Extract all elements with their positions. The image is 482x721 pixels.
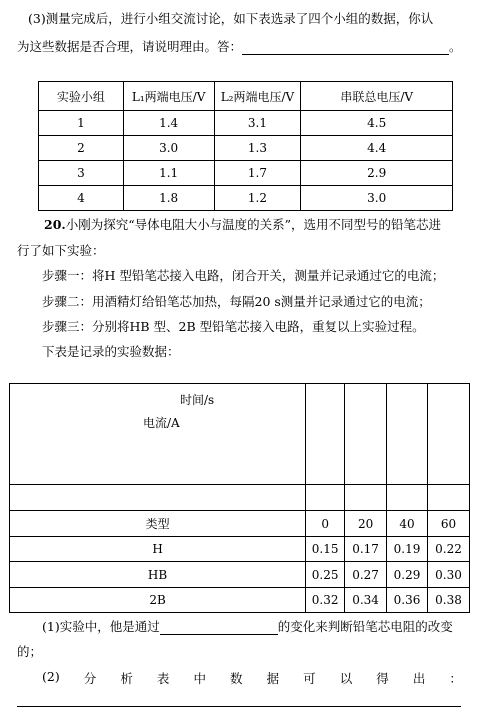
table-cell: 0.15 [306, 537, 345, 562]
table-cell: 2.9 [301, 161, 453, 186]
time-cell: 20 [345, 511, 387, 537]
q19-answer-blank[interactable] [242, 40, 449, 55]
table-cell [345, 485, 387, 511]
q20-part1-text-b: 的变化来判断铅笔芯电阻的改变 [277, 619, 453, 634]
q20-part2-answer-line[interactable] [17, 706, 461, 707]
table-cell: 0.17 [345, 537, 387, 562]
q19-line2-end: 。 [449, 39, 462, 54]
table-cell: 1.4 [123, 111, 214, 136]
table-cell: 0.34 [345, 588, 387, 613]
time-cell: 40 [387, 511, 428, 537]
current-table-header [10, 384, 470, 485]
time-cell: 60 [428, 511, 470, 537]
table-cell: 3.0 [301, 186, 453, 211]
q20-step1: 步骤一：将H 型铅笔芯接入电路，闭合开关，测量并记录通过它的电流； [42, 268, 445, 283]
table-row [39, 136, 453, 161]
table-cell [387, 485, 428, 511]
q20-part2-char: 得 [376, 671, 389, 686]
q20-part1-blank[interactable] [160, 620, 278, 635]
table-cell: 3.1 [214, 111, 301, 136]
time-cell: 0 [306, 511, 345, 537]
table-cell: 1.7 [214, 161, 301, 186]
table-cell: 1.1 [123, 161, 214, 186]
table-cell [345, 384, 387, 485]
table-cell: 1.3 [214, 136, 301, 161]
table-row [10, 588, 470, 613]
table-row [39, 161, 453, 186]
q20-table-intro: 下表是记录的实验数据： [42, 344, 180, 359]
q20-part1 [42, 617, 453, 635]
q19-line2-text: 为这些数据是否合理，请说明理由。答： [17, 39, 243, 54]
table-cell: 3 [39, 161, 124, 186]
table-cell: 0.36 [387, 588, 428, 613]
q20-part2 [42, 669, 462, 687]
header-cell: L₁两端电压/V [123, 82, 214, 111]
q20-intro-text: 小刚为探究“导体电阻大小与温度的关系”，选用不同型号的铅笔芯进 [65, 217, 442, 232]
type-cell: 2B [10, 588, 306, 613]
table-cell [306, 384, 345, 485]
table-cell: 1.8 [123, 186, 214, 211]
type-label-cell: 类型 [10, 511, 306, 537]
table-cell: 0.25 [306, 562, 345, 588]
q20-step2: 步骤二：用酒精灯给铅笔芯加热，每隔20 s测量并记录通过它的电流； [42, 294, 431, 309]
table-cell: 0.32 [306, 588, 345, 613]
q20-intro [44, 215, 441, 233]
table-cell: 0.38 [428, 588, 470, 613]
table-cell: 0.30 [428, 562, 470, 588]
type-cell: HB [10, 562, 306, 588]
voltage-table [38, 81, 453, 211]
q20-number: 20. [44, 217, 66, 232]
header-cell: 串联总电压/V [301, 82, 453, 111]
table-cell: 4.5 [301, 111, 453, 136]
q20-part2-char: ： [449, 671, 462, 686]
q20-part2-char: 可 [303, 671, 316, 686]
q20-step3: 步骤三：分别将HB 型、2B 型铅笔芯接入电路，重复以上实验过程。 [42, 319, 425, 334]
table-row [10, 537, 470, 562]
q19-line1: (3)测量完成后，进行小组交流讨论，如下表选录了四个小组的数据，你认 [28, 11, 434, 26]
q20-part2-char: (2) [42, 669, 60, 684]
q20-part2-char: 数 [230, 671, 243, 686]
current-table [9, 383, 470, 613]
table-cell: 0.27 [345, 562, 387, 588]
q20-intro2: 行了如下实验： [17, 243, 105, 258]
q19-line2 [17, 37, 462, 55]
q20-part2-char: 分 [83, 671, 97, 686]
table-cell: 1 [39, 111, 124, 136]
type-cell: H [10, 537, 306, 562]
table-cell [306, 485, 345, 511]
q20-part2-char: 析 [120, 671, 133, 686]
table-row [39, 111, 453, 136]
q20-part2-char: 中 [193, 671, 206, 686]
current-header-label: 电流/A [143, 416, 180, 430]
table-cell: 1.2 [214, 186, 301, 211]
table-cell: 0.22 [428, 537, 470, 562]
table-cell: 0.19 [387, 537, 428, 562]
table-row [10, 485, 470, 511]
diagonal-header-cell [10, 384, 306, 485]
table-cell [387, 384, 428, 485]
header-cell: L₂两端电压/V [214, 82, 301, 111]
time-header-label: 时间/s [180, 393, 215, 407]
table-cell [428, 384, 470, 485]
q20-part2-char: 出 [412, 671, 426, 686]
q20-part2-char: 以 [339, 671, 353, 686]
q20-part1-end: 的； [17, 644, 43, 659]
table-cell: 4 [39, 186, 124, 211]
table-cell: 0.29 [387, 562, 428, 588]
voltage-table-header [39, 82, 453, 111]
table-cell [428, 485, 470, 511]
table-cell: 4.4 [301, 136, 453, 161]
table-cell: 3.0 [123, 136, 214, 161]
table-row [10, 562, 470, 588]
table-cell [10, 485, 306, 511]
table-row [10, 511, 470, 537]
table-cell: 2 [39, 136, 124, 161]
q20-part2-char: 表 [156, 671, 170, 686]
table-row [39, 186, 453, 211]
q20-part1-text-a: (1)实验中，他是通过 [42, 619, 160, 634]
header-cell: 实验小组 [39, 82, 124, 111]
q20-part2-char: 据 [266, 671, 280, 686]
